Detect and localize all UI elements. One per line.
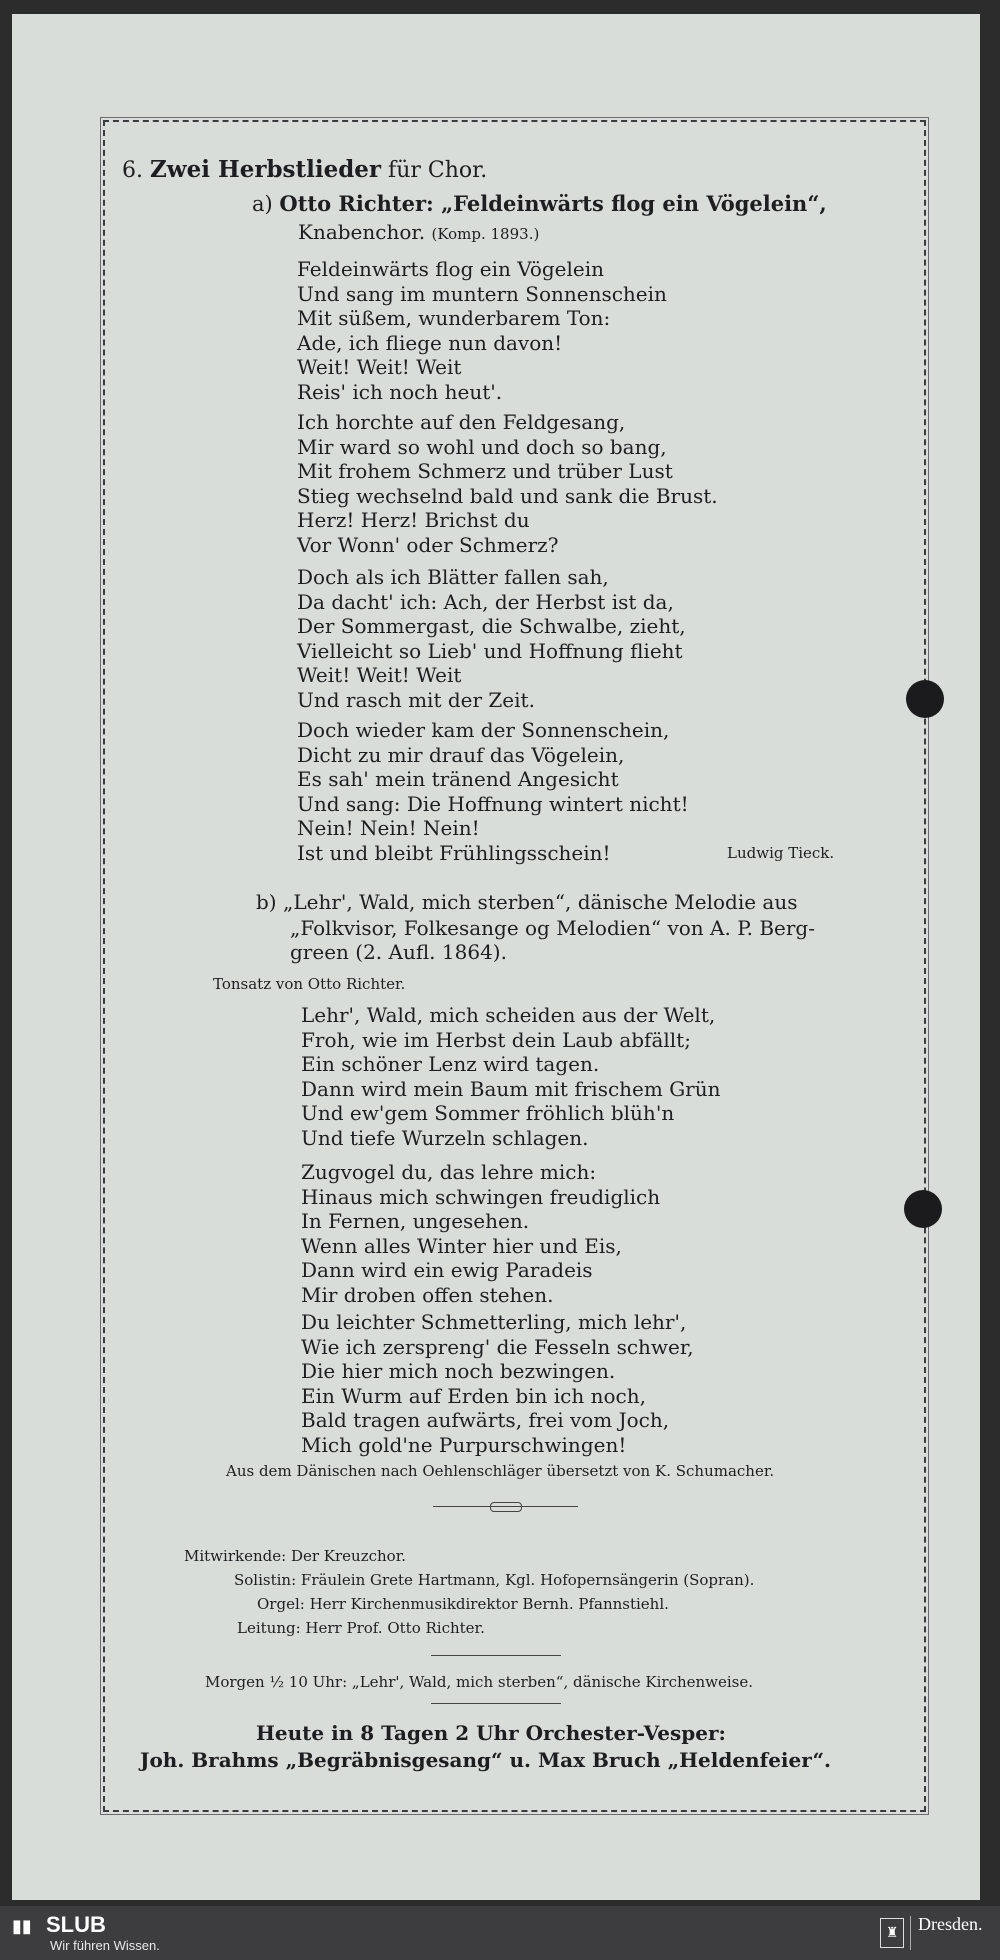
song-b-header [256,890,797,914]
verse-line: Die hier mich noch bezwingen. [301,1359,616,1383]
song-a-subline [298,220,539,246]
verse-line: Mit frohem Schmerz und trüber Lust [297,459,673,483]
verse-line: Mich gold'ne Purpurschwingen! [301,1432,627,1457]
announcement-line: Heute in 8 Tagen 2 Uhr Orchester-Vesper: [256,1721,726,1745]
morning-note: Morgen ½ 10 Uhr: „Lehr', Wald, mich sterben“, dänische Kirchenweise. [205,1673,754,1691]
verse-line: Und sang: Die Hoffnung wintert nicht! [297,791,689,816]
song-b-stanza [301,1310,694,1457]
song-a-stanza [297,410,718,557]
song-a-stanza [297,565,686,712]
credit-value: Fräulein Grete Hartmann, Kgl. Hofopernsängerin (Sopran). [300,1571,755,1589]
dresden-crest-icon: ♜ [880,1918,904,1948]
song-b-title: „Lehr', Wald, mich sterben“, dänische Melodie aus [282,890,798,914]
dresden-name: Dresden. [918,1914,983,1934]
verse-line: Und ew'gem Sommer fröhlich blüh'n [301,1101,675,1125]
verse-line: Und sang im muntern Sonnenschein [297,281,667,306]
verse-line: Weit! Weit! Weit [297,663,462,687]
ornament-divider [490,1502,522,1512]
credit-line [257,1592,669,1616]
verse-line: Nein! Nein! Nein! [297,816,480,840]
punch-hole [904,1190,942,1228]
credit-role: Mitwirkende: [184,1547,287,1565]
song-a-author: Ludwig Tieck. [727,844,835,862]
verse-line: Ist und bleibt Frühlingsschein! [297,840,611,865]
song-b-label: b) [256,890,277,914]
song-b-setting: Tonsatz von Otto Richter. [213,975,406,993]
song-a-title: Otto Richter: „Feldeinwärts flog ein Vögelein“, [279,191,827,216]
song-b-stanza [301,1160,660,1307]
verse-line: Vielleicht so Lieb' und Hoffnung flieht [297,638,683,663]
credit-line [237,1616,485,1640]
song-a-year: (Komp. 1893.) [431,225,540,243]
divider [431,1703,561,1704]
verse-line: Stieg wechselnd bald und sank die Brust. [297,483,718,508]
verse-line: Es sah' mein tränend Angesicht [297,767,619,791]
section-number: 6. [122,158,143,183]
verse-line: Ich horchte auf den Feldgesang, [297,410,626,434]
verse-line: Feldeinwärts flog ein Vögelein [297,257,605,281]
song-b-title: green (2. Aufl. 1864). [290,940,507,964]
verse-line: Doch wieder kam der Sonnenschein, [297,718,670,742]
verse-line: Und tiefe Wurzeln schlagen. [301,1125,589,1150]
song-a-performer: Knabenchor. [298,220,426,244]
verse-line: Reis' ich noch heut'. [297,379,503,404]
verse-line: Weit! Weit! Weit [297,355,462,379]
verse-line: Der Sommergast, die Schwalbe, zieht, [297,614,686,638]
divider [431,1655,561,1656]
verse-line: Und rasch mit der Zeit. [297,687,535,712]
verse-line: Dicht zu mir drauf das Vögelein, [297,742,625,767]
section-suffix: für Chor. [388,158,488,183]
credit-role: Leitung: [237,1619,301,1637]
verse-line: Mir droben offen stehen. [301,1282,554,1307]
verse-line: Wie ich zerspreng' die Fesseln schwer, [301,1334,694,1359]
credit-line [234,1568,754,1592]
verse-line: Dann wird mein Baum mit frischem Grün [301,1076,721,1101]
credit-line [184,1544,406,1568]
verse-line: Bald tragen aufwärts, frei vom Joch, [301,1408,670,1432]
verse-line: Lehr', Wald, mich scheiden aus der Welt, [301,1003,716,1027]
song-b-translation: Aus dem Dänischen nach Oehlenschläger übersetzt von K. Schumacher. [226,1462,775,1480]
song-a-label: a) [252,192,273,216]
song-b-title: „Folkvisor, Folkesange og Melodien“ von A. P. Berg- [290,916,815,940]
verse-line: Ade, ich fliege nun davon! [297,330,563,355]
credit-value: Herr Prof. Otto Richter. [305,1619,485,1637]
punch-hole [906,680,944,718]
verse-line: Doch als ich Blätter fallen sah, [297,565,609,589]
section-title: Zwei Herbstlieder [150,156,382,183]
verse-line: Froh, wie im Herbst dein Laub abfällt; [301,1027,691,1052]
slub-brand: SLUB [46,1912,106,1937]
section-heading [122,158,487,183]
song-b-stanza [301,1003,721,1150]
song-a-stanza [297,257,667,404]
verse-line: Du leichter Schmetterling, mich lehr', [301,1310,687,1334]
verse-line: In Fernen, ungesehen. [301,1209,530,1233]
verse-line: Wenn alles Winter hier und Eis, [301,1233,622,1258]
verse-line: Mit süßem, wunderbarem Ton: [297,306,611,330]
song-a-header [252,192,827,216]
credit-role: Orgel: [257,1595,305,1613]
verse-line: Dann wird ein ewig Paradeis [301,1258,593,1282]
verse-line: Da dacht' ich: Ach, der Herbst ist da, [297,589,674,614]
credit-value: Herr Kirchenmusikdirektor Bernh. Pfannstiehl. [309,1595,669,1613]
footer-bar [0,1906,1000,1960]
song-a-stanza [297,718,689,865]
verse-line: Ein Wurm auf Erden bin ich noch, [301,1383,646,1408]
slub-tagline: Wir führen Wissen. [50,1938,160,1953]
footer-separator [910,1916,911,1950]
verse-line: Ein schöner Lenz wird tagen. [301,1052,600,1076]
verse-line: Zugvogel du, das lehre mich: [301,1160,597,1184]
credit-role: Solistin: [234,1571,297,1589]
announcement-line: Joh. Brahms „Begräbnisgesang“ u. Max Bruch „Heldenfeier“. [140,1748,831,1772]
verse-line: Herz! Herz! Brichst du [297,508,530,532]
slub-logo-icon: ▮▮ [12,1916,32,1937]
verse-line: Hinaus mich schwingen freudiglich [301,1184,661,1209]
verse-line: Vor Wonn' oder Schmerz? [297,532,559,557]
verse-line: Mir ward so wohl und doch so bang, [297,434,667,459]
credit-value: Der Kreuzchor. [290,1547,406,1565]
